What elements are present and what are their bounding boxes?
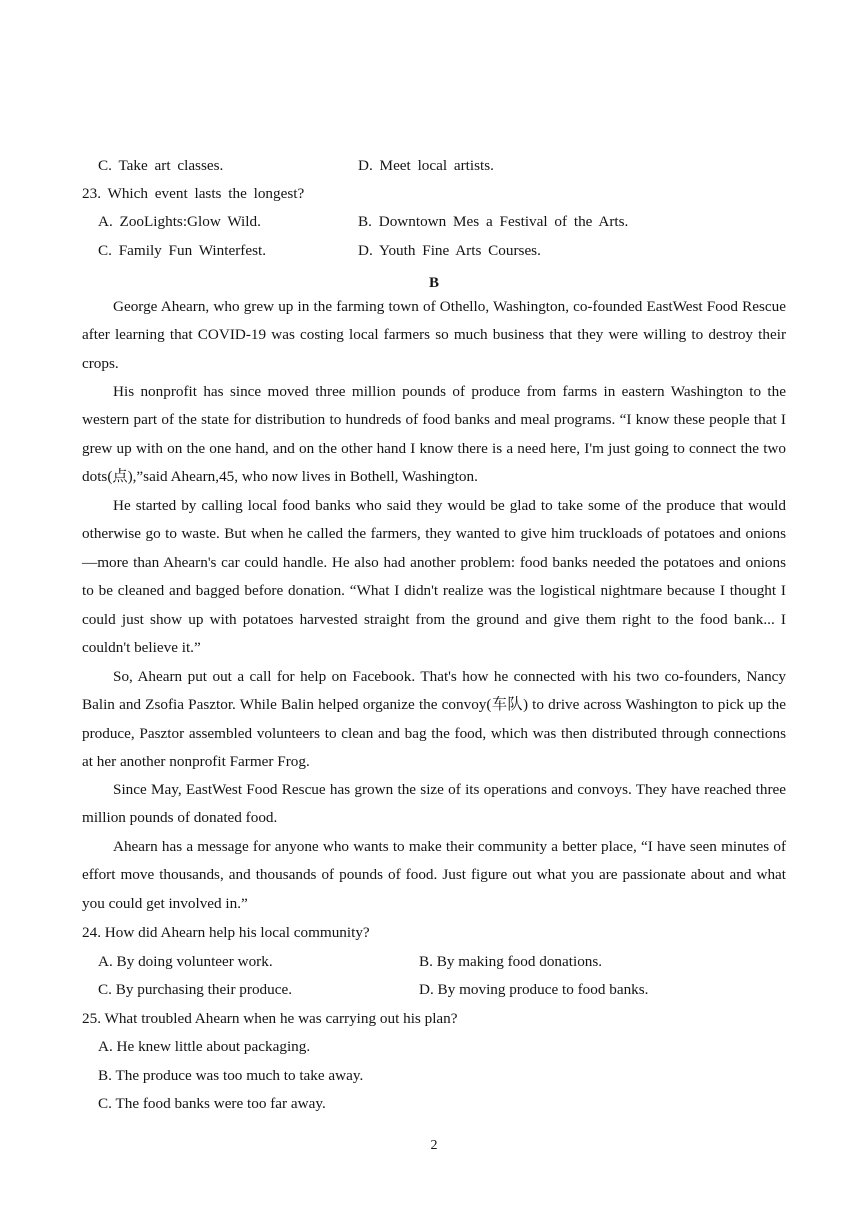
passage-paragraph-4: So, Ahearn put out a call for help on Facebook. That's how he connected with his two co-founders, Nancy Balin and Zsofia Pasztor. While Balin helped organize the convoy(车队) to drive across Washington to pick up the produce, Pasztor assembled volunteers to clean and bag the food, which was then distributed through connections at her another nonprofit Farmer Frog.	[82, 668, 786, 771]
q25-option-b: B. The produce was too much to take away.	[98, 1067, 364, 1084]
q24-option-c: C. By purchasing their produce.	[98, 981, 293, 998]
passage-paragraph-1: George Ahearn, who grew up in the farming town of Othello, Washington, co-founded EastWest Food Rescue after learning that COVID-19 was costing local farmers so much business that they were willing to destroy their crops.	[82, 298, 786, 372]
q22-option-c: C. Take art classes.	[98, 157, 224, 174]
q23-question: 23. Which event lasts the longest?	[82, 185, 305, 202]
q24-option-d: D. By moving produce to food banks.	[419, 981, 649, 998]
section-heading: B	[428, 275, 439, 291]
q24-question: 24. How did Ahearn help his local community?	[82, 924, 370, 941]
q24-option-a: A. By doing volunteer work.	[98, 953, 273, 970]
q25-option-c: C. The food banks were too far away.	[98, 1095, 326, 1112]
q23-option-d: D. Youth Fine Arts Courses.	[358, 242, 541, 259]
passage-paragraph-2: His nonprofit has since moved three million pounds of produce from farms in eastern Washington to the western part of the state for distribution to hundreds of food banks and meal programs. “I know these people that I grew up with on the one hand, and on the other hand I know there is a need here, I'm just going to connect the two dots(点),”said Ahearn,45, who now lives in Bothell, Washington.	[82, 383, 786, 486]
passage-paragraph-5: Since May, EastWest Food Rescue has grown the size of its operations and convoys. They have reached three million pounds of donated food.	[82, 781, 786, 827]
passage-paragraph-6: Ahearn has a message for anyone who wants to make their community a better place, “I have seen minutes of effort move thousands, and thousands of pounds of food. Just figure out what you are passionate about and what you could get involved in.”	[82, 838, 786, 912]
q23-option-a: A. ZooLights:Glow Wild.	[98, 213, 261, 230]
q25-option-a: A. He knew little about packaging.	[98, 1038, 311, 1055]
q24-option-b: B. By making food donations.	[419, 953, 603, 970]
page-number: 2	[430, 1138, 438, 1153]
q23-option-b: B. Downtown Mes a Festival of the Arts.	[358, 213, 629, 230]
q22-option-d: D. Meet local artists.	[358, 157, 494, 174]
q25-question: 25. What troubled Ahearn when he was carrying out his plan?	[82, 1010, 458, 1027]
q23-option-c: C. Family Fun Winterfest.	[98, 242, 266, 259]
passage-paragraph-3: He started by calling local food banks who said they would be glad to take some of the produce that would otherwise go to waste. But when he called the farmers, they wanted to give him truckloads of potatoes and onions—more than Ahearn's car could handle. He also had another problem: food banks needed the potatoes and onions to be cleaned and bagged before donation. “What I didn't realize was the logistical nightmare because I thought I could just show up with potatoes harvested straight from the ground and give them right to the food bank... I couldn't believe it.”	[82, 497, 786, 657]
